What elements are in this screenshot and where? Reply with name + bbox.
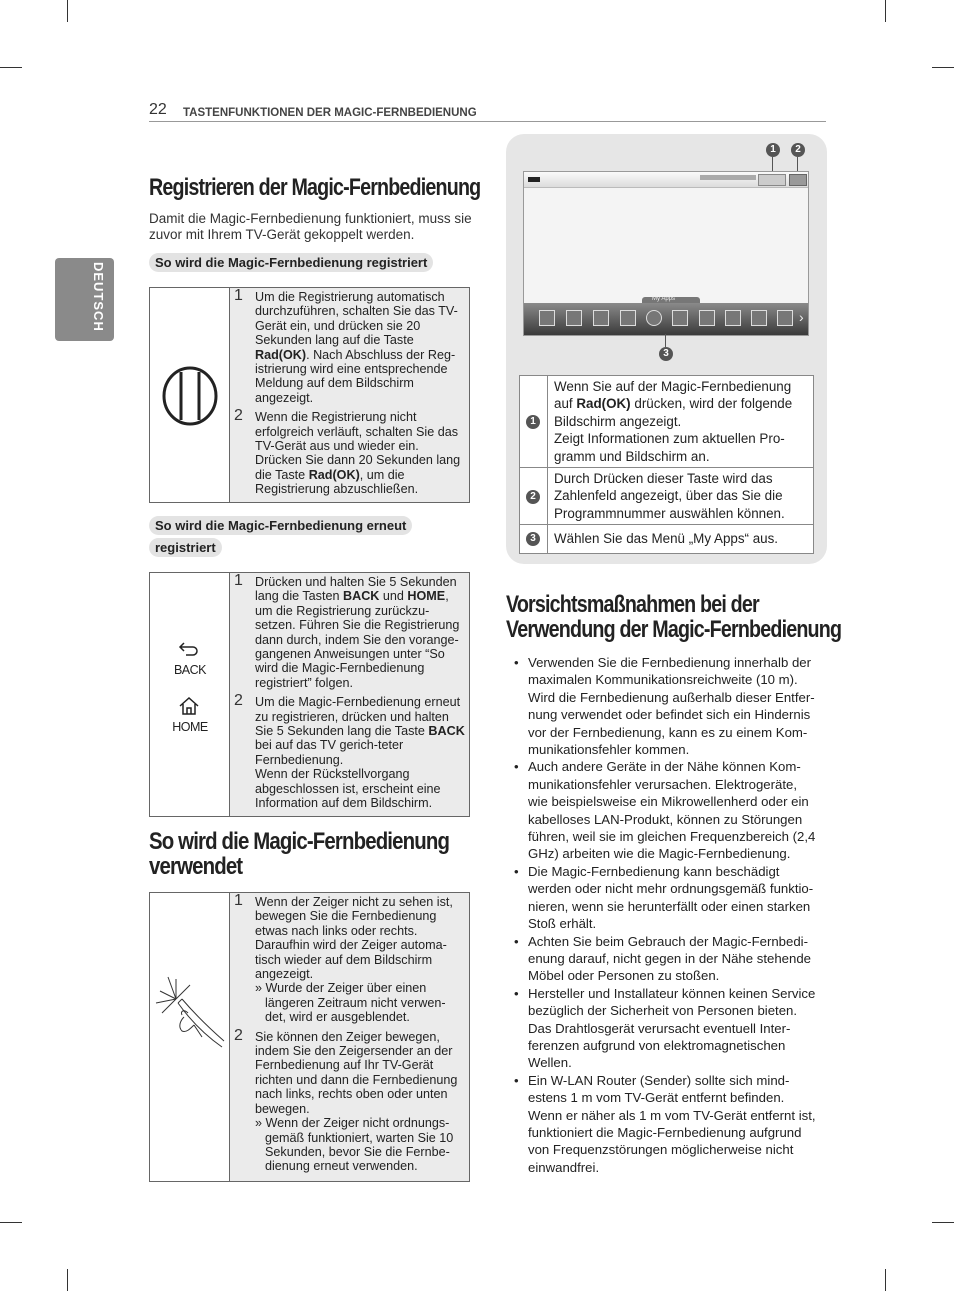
callout-number: 1	[526, 415, 540, 429]
list-item: • Verwenden Sie die Fernbedienung innerhalb der maximalen Kommunikationsreichweite (10 m). Wird die Fernbedienung außerhalb dieser Entfer-nung verwendet oder befindet sich ein Hindernis vor der Fernbedienung, kann es zu einem Kom-munikationsfehler kommen.	[514, 654, 819, 758]
step-number: 2	[234, 1026, 243, 1044]
precautions-list	[514, 654, 819, 1176]
app-dock	[524, 303, 808, 335]
crop-mark	[932, 1222, 954, 1223]
callout-row	[520, 468, 813, 525]
list-item: • Ein W-LAN Router (Sender) sollte sich mind-estens 1 m vom TV-Gerät entfernt befinden. Wenn er näher als 1 m vom TV-Gerät entfernt ist, funktioniert die Magic-Fernbedienung aufgrund von Frequenzstörungen möglicherweise nicht einwandfrei.	[514, 1072, 819, 1176]
row-key: Rad(OK)	[576, 396, 631, 412]
crop-mark	[67, 0, 68, 22]
app-icon[interactable]	[699, 310, 715, 326]
step-item	[234, 892, 465, 1025]
callout-description	[548, 376, 813, 467]
step-key: BACK	[343, 589, 380, 604]
use-steps	[234, 892, 465, 1179]
step-key: Rad(OK)	[255, 347, 307, 362]
section-title-register: Registrieren der Magic-Fernbedienung	[149, 174, 481, 201]
callout-row	[520, 525, 813, 552]
app-icon[interactable]	[725, 310, 741, 326]
step-text: Um die Magic-Fernbedienung erneut zu registrieren, drücken und halten Sie 5 Sekunden lang die Taste	[255, 695, 461, 739]
crop-mark	[885, 1269, 886, 1291]
crop-mark	[67, 1269, 68, 1291]
back-home-icon-cell	[150, 573, 230, 816]
step-text: Um die Registrierung automatisch durchzuführen, schalten Sie das TV-Gerät ein, und drücken sie 20 Sekunden lang auf die Taste	[255, 290, 458, 348]
app-icon[interactable]	[777, 310, 793, 326]
callout-number: 3	[526, 532, 540, 546]
callout-number: 2	[526, 490, 540, 504]
step-item	[234, 407, 465, 497]
wheel-button-icon	[150, 288, 230, 502]
step-key: HOME	[407, 589, 446, 604]
step-number: 1	[234, 572, 243, 589]
row-text: Wenn Sie auf der Magic-Fernbedienung auf	[554, 379, 792, 412]
screen-info-panel	[506, 134, 827, 564]
step-number: 2	[234, 692, 243, 710]
intro-text: Damit die Magic-Fernbedienung funktioniert, muss sie zuvor mit Ihrem TV-Gerät gekoppelt werden.	[149, 211, 472, 242]
back-label: BACK	[173, 663, 207, 677]
section-title-precautions	[506, 592, 841, 642]
callout-2: 2	[791, 143, 805, 157]
section-title-precautions-line2: Verwendung der Magic-Fernbedienung	[506, 616, 842, 643]
step-number: 1	[234, 287, 243, 304]
step-text: Wenn der Rückstellvorgang abgeschlossen ist, erscheint eine Information auf dem Bildschirm.	[255, 767, 441, 811]
chevron-right-icon[interactable]: ›	[799, 309, 804, 325]
settings-icon[interactable]	[566, 310, 582, 326]
home-label: HOME	[172, 720, 208, 734]
step-item	[234, 692, 465, 811]
step-text: Sie können den Zeiger bewegen, indem Sie den Zeigersender an der Fernbedienung auf Ihr TV-Gerät richten und dann die Fernbedienung nach links, rechts oben oder unten bewegen.	[255, 1029, 458, 1116]
step-note: » Wurde der Zeiger über einen längeren Zeitraum nicht verwen-det, wird er ausgeblendet.	[255, 981, 446, 1025]
crop-mark	[885, 0, 886, 22]
reregister-steps	[234, 572, 465, 816]
row-text: Zeigt Informationen zum aktuellen Pro-gramm und Bildschirm an.	[554, 431, 785, 464]
section-title-use	[149, 829, 449, 879]
step-item	[234, 572, 465, 690]
tv-info-bar	[524, 172, 808, 188]
info-button[interactable]	[758, 174, 786, 186]
list-item: • Hersteller und Installateur können keinen Service bezüglich der Sicherheit von Personen bieten. Das Drahtlosgerät verursacht eventuell Inter-ferenzen aufgrund von elektromagnetischen Wellen.	[514, 985, 819, 1072]
subheading-reregister-cont: registriert	[149, 538, 222, 557]
language-tab-label: DEUTSCH	[91, 262, 106, 332]
use-steps-box	[149, 892, 470, 1182]
header-title: TASTENFUNKTIONEN DER MAGIC-FERNBEDIENUNG	[183, 107, 477, 119]
step-text: und	[379, 589, 408, 604]
list-item: • Auch andere Geräte in der Nähe können Kom-munikationsfehler verursachen. Elektrogeräte, wie beispielsweise ein Mikrowellenherd oder ein kabelloses LAN-Produkt, können zu Störungen führen, weil sie im gleichen Frequenzbereich (2,4 GHz) arbeiten wie die Magic-Fernbedienung.	[514, 758, 819, 862]
step-item	[234, 287, 465, 405]
register-steps-box	[149, 287, 470, 503]
tv-screen	[523, 171, 809, 336]
hand-pointer-icon	[154, 973, 228, 1053]
callout-number-cell	[520, 376, 548, 467]
list-item: • Achten Sie beim Gebrauch der Magic-Fernbedi-enung darauf, nicht gegen in der Nähe stehende Möbel oder Personen zu stoßen.	[514, 933, 819, 985]
list-item: • Die Magic-Fernbedienung kann beschädigt werden oder nicht mehr ordnungsgemäß funktio-nieren, wenn sie herunterfällt oder einen starken Stoß erhält.	[514, 863, 819, 933]
callout-row	[520, 376, 813, 468]
callout-number-cell	[520, 468, 548, 524]
pointer-illustration-cell	[150, 893, 230, 1181]
language-tab	[55, 258, 114, 341]
search-icon[interactable]	[620, 310, 636, 326]
step-text: , um die Registrierung zurückzu-setzen. Führen Sie die Registrierung dann durch, indem Sie den vorange-gangenen Anweisungen unter “So wird die Magic-Fernbedienung registriert” folgen.	[255, 589, 460, 690]
input-icon[interactable]	[672, 310, 688, 326]
home-icon	[178, 696, 200, 716]
step-text: . Nach Abschluss der Reg-istrierung wird eine entsprechende Meldung auf dem Bildschirm angezeigt.	[255, 347, 456, 405]
app-icon[interactable]	[539, 310, 555, 326]
callout-1: 1	[766, 143, 780, 157]
step-item	[234, 1026, 465, 1174]
wheel-icon-cell	[150, 288, 230, 502]
crop-mark	[0, 1222, 22, 1223]
app-icon[interactable]	[751, 310, 767, 326]
globe-icon[interactable]	[646, 310, 662, 326]
section-title-use-line1: So wird die Magic-Fernbedienung	[149, 828, 450, 855]
callout-description: Durch Drücken dieser Taste wird das Zahlenfeld angezeigt, über das Sie die Programmnummer auswählen können.	[554, 471, 785, 521]
row-text: drücken, wird der folgende Bildschirm angezeigt.	[554, 396, 793, 429]
home-icon[interactable]	[593, 310, 609, 326]
subheading-register: So wird die Magic-Fernbedienung registriert	[149, 253, 433, 272]
crop-mark	[0, 67, 22, 68]
step-text: , um die Registrierung abzuschließen.	[255, 467, 419, 497]
callout-line	[665, 334, 666, 347]
back-icon	[178, 640, 200, 658]
step-key: BACK	[428, 724, 465, 739]
step-text: Wenn die Registrierung nicht erfolgreich verläuft, schalten Sie das TV-Gerät aus und wieder ein. Drücken Sie dann 20 Sekunden lang die Taste	[255, 410, 461, 482]
page-header	[149, 101, 826, 122]
callout-description: Wählen Sie das Menü „My Apps“ aus.	[554, 531, 779, 547]
step-number: 1	[234, 892, 243, 909]
numpad-button[interactable]	[789, 174, 807, 186]
callout-table	[519, 375, 814, 554]
channel-indicator	[528, 177, 540, 182]
my-apps-label: My Apps	[652, 296, 676, 302]
crop-mark	[932, 67, 954, 68]
callout-number-cell	[520, 525, 548, 552]
step-key: Rad(OK)	[308, 467, 360, 482]
callout-3: 3	[659, 347, 673, 361]
page-number: 22	[149, 101, 167, 118]
section-title-precautions-line1: Vorsichtsmaßnahmen bei der	[506, 591, 759, 618]
reregister-steps-box	[149, 572, 470, 817]
step-text: Drücken und halten Sie 5 Sekunden lang die Tasten	[255, 575, 457, 604]
section-title-use-line2: verwendet	[149, 853, 243, 880]
step-text: Wenn der Zeiger nicht zu sehen ist, bewegen Sie die Fernbedienung etwas nach links oder rechts. Daraufhin wird der Zeiger automa-tisch wieder auf dem Bildschirm angezeigt.	[255, 895, 453, 982]
subheading-reregister: So wird die Magic-Fernbedienung erneut	[149, 516, 412, 535]
register-steps	[234, 287, 465, 502]
program-info-bar	[700, 175, 756, 180]
step-text: bei auf das TV gerich-teter Fernbedienung.	[255, 738, 404, 767]
step-number: 2	[234, 407, 243, 425]
step-note: » Wenn der Zeiger nicht ordnungs-gemäß funktioniert, warten Sie 10 Sekunden, bevor Sie die Fernbe-dienung erneut verwenden.	[255, 1116, 454, 1174]
